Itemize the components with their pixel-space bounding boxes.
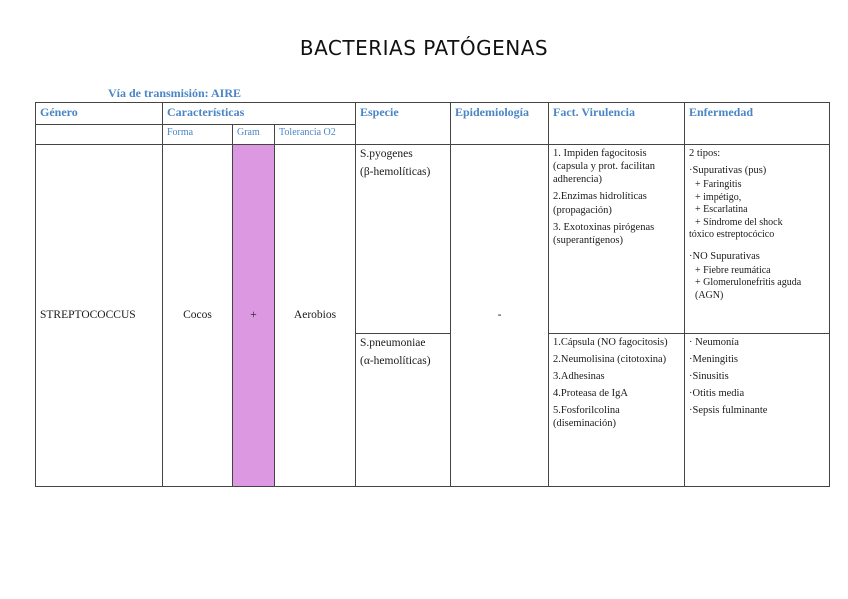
virulence-factor: 5.Fosforilcolina (diseminación) (553, 405, 620, 430)
header-enfermedad: Enfermedad (685, 103, 830, 145)
list-item: + Síndrome del shock (695, 216, 783, 228)
no-supurativas-title: ·NO Supurativas (689, 250, 760, 262)
subheader-gram: Gram (233, 125, 275, 145)
cell-virulencia-pyogenes (549, 145, 685, 333)
cell-virulencia-pneumoniae (549, 333, 685, 486)
disease-item: ·Sinusitis (689, 370, 729, 382)
header-genero-blank (36, 125, 163, 145)
supurativas-list (695, 179, 825, 229)
virulence-factor: 4.Proteasa de IgA (553, 387, 628, 399)
cell-epidemiologia: - (451, 145, 549, 487)
species-name: S.pneumoniae (360, 336, 426, 349)
list-item: + impétigo, (695, 191, 742, 203)
transmission-route: Vía de transmisión: AIRE (108, 86, 242, 100)
cell-enfermedad-pneumoniae (685, 333, 830, 486)
disease-item: ·Meningitis (689, 353, 738, 365)
list-item: + Escarlatina (695, 204, 748, 216)
subheader-forma: Forma (163, 125, 233, 145)
header-genero: Género (36, 103, 163, 125)
list-item: + Faringitis (695, 179, 742, 191)
virulence-factor: 3.Adhesinas (553, 370, 605, 382)
virulence-factor: 2.Enzimas hidrolíticas (propagación) (553, 191, 647, 216)
species-hemolysis: (α-hemolíticas) (360, 354, 431, 367)
cell-gram: + (233, 145, 275, 487)
no-supurativas-list (695, 265, 825, 303)
header-especie: Especie (356, 103, 451, 145)
cell-especie-pneumoniae (356, 333, 451, 486)
page-title: BACTERIAS PATÓGENAS (299, 36, 549, 60)
species-hemolysis: (β-hemolíticas) (360, 166, 431, 179)
header-caracteristicas: Características (163, 103, 356, 125)
bacteria-table (35, 102, 830, 487)
list-item: + Fiebre reumática (695, 264, 771, 276)
disease-item: ·Otitis media (689, 387, 745, 399)
header-fact-virulencia: Fact. Virulencia (549, 103, 685, 145)
species-name: S.pyogenes (360, 148, 413, 161)
cell-tolerancia: Aerobios (275, 145, 356, 487)
cell-genero: STREPTOCOCCUS (36, 145, 163, 487)
virulence-factor: 3. Exotoxinas pirógenas (superantígenos) (553, 221, 655, 246)
disease-intro: 2 tipos: (689, 148, 721, 160)
disease-item: · Neumonía (689, 336, 739, 348)
supurativas-title: ·Supurativas (pus) (689, 165, 767, 177)
cell-especie-pyogenes (356, 145, 451, 333)
header-epidemiologia: Epidemiología (451, 103, 549, 145)
disease-item: ·Sepsis fulminante (689, 405, 768, 417)
virulence-factor: 1. Impiden fagocitosis (capsula y prot. facilitan adherencia) (553, 148, 656, 186)
virulence-factor: 2.Neumolisina (citotoxina) (553, 353, 667, 365)
cell-enfermedad-pyogenes (685, 145, 830, 333)
virulence-factor: 1.Cápsula (NO fagocitosis) (553, 336, 668, 348)
subheader-tolerancia: Tolerancia O2 (275, 125, 356, 145)
cell-forma: Cocos (163, 145, 233, 487)
list-item: + Glomerulonefritis aguda (AGN) (695, 277, 802, 301)
list-item-tail: tóxico estreptocócico (689, 229, 775, 241)
